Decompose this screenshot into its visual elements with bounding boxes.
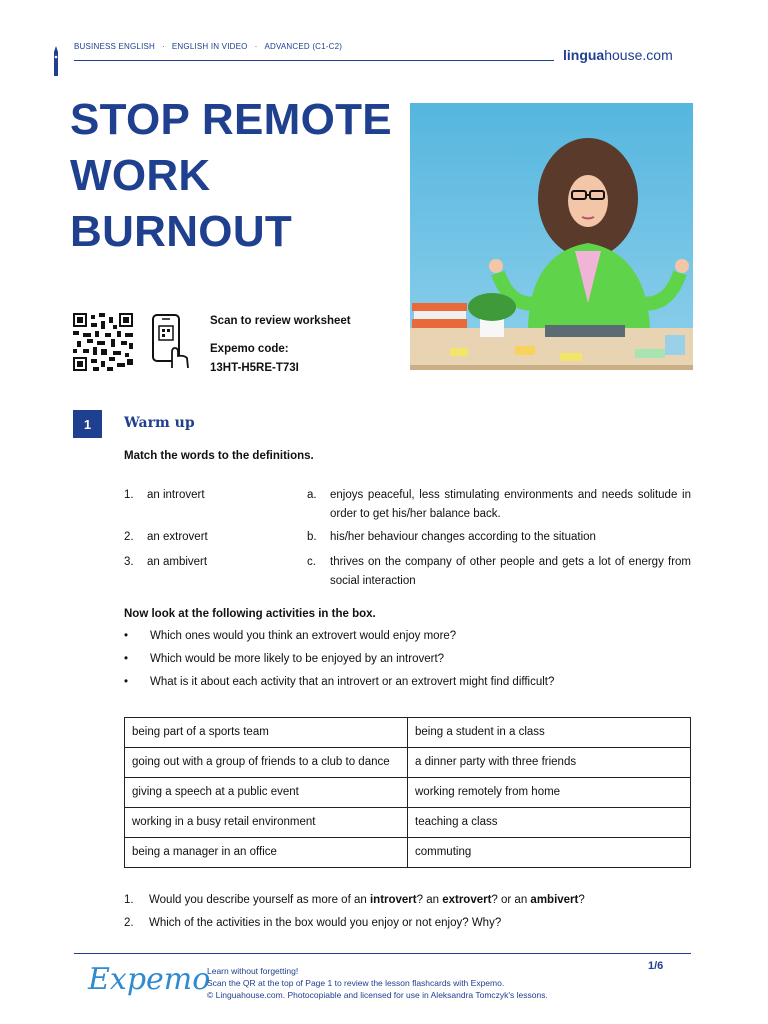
table-cell: being a manager in an office [125, 838, 408, 868]
footer-instruction: Scan the QR at the top of Page 1 to review the lesson flashcards with Expemo. [207, 978, 505, 988]
expemo-code: 13HT-H5RE-T73I [210, 362, 299, 374]
table-cell: giving a speech at a public event [125, 778, 408, 808]
item-letter: b. [307, 531, 317, 543]
list-item [124, 914, 694, 937]
definition-text: thrives on the company of other people and gets a lot of energy from social interaction [330, 556, 691, 587]
footer-text [207, 965, 548, 1001]
definition-item [307, 553, 691, 591]
woman-meditating-photo [410, 103, 693, 370]
table-cell: a dinner party with three friends [408, 748, 691, 778]
breadcrumb [74, 42, 342, 51]
question-text: Which of the activities in the box would you enjoy or not enjoy? Why? [149, 917, 502, 929]
item-number: 1. [124, 489, 134, 501]
breadcrumb-category: ENGLISH IN VIDEO [171, 42, 248, 51]
footer-copyright: © Linguahouse.com. Photocopiable and licensed for use in Aleksandra Tomczyk's lessons. [207, 990, 548, 1000]
title-line: WORK [70, 151, 211, 200]
instruction: Match the words to the definitions. [124, 450, 314, 462]
list-item [124, 673, 694, 696]
footer-divider [74, 953, 691, 954]
definition-text: his/her behaviour changes according to the situation [330, 531, 596, 543]
item-number: 3. [124, 556, 134, 568]
question-text: Would you describe yourself as more of an [149, 894, 370, 906]
table-cell: commuting [408, 838, 691, 868]
breadcrumb-level: ADVANCED (C1-C2) [264, 42, 343, 51]
table-cell: going out with a group of friends to a club to dance [125, 748, 408, 778]
table-cell: working in a busy retail environment [125, 808, 408, 838]
question-text: ? an [416, 894, 443, 906]
bullet-text: What is it about each activity that an introvert or an extrovert might find difficult? [150, 676, 555, 688]
breadcrumb-separator: · [254, 42, 258, 51]
table-row [125, 778, 691, 808]
list-item [124, 891, 694, 914]
breadcrumb-separator: · [162, 42, 165, 51]
section-number: 1 [73, 410, 102, 438]
bullet-icon: • [124, 676, 129, 688]
bullet-text: Which would be more likely to be enjoyed by an introvert? [150, 653, 445, 665]
expemo-logo[interactable]: Expemo [88, 962, 211, 997]
keyword: extrovert [442, 894, 492, 906]
table-row [125, 748, 691, 778]
definition-item [307, 528, 691, 547]
word-text: an extrovert [147, 531, 208, 543]
word-text: an introvert [147, 489, 205, 501]
qr-code-icon[interactable] [73, 313, 133, 371]
expemo-code-label: Expemo code: [210, 343, 289, 355]
scan-info [210, 312, 351, 378]
page-title [70, 92, 400, 260]
list-item [124, 650, 694, 673]
word-item [124, 486, 304, 505]
list-item [124, 627, 694, 650]
table-cell: being a student in a class [408, 718, 691, 748]
definition-item [307, 486, 691, 524]
word-item [124, 528, 304, 547]
logo-part-house: house [604, 47, 643, 63]
bullet-text: Which ones would you think an extrovert would enjoy more? [150, 630, 457, 642]
table-row [125, 718, 691, 748]
question-list [124, 627, 694, 696]
bullet-icon: • [124, 630, 129, 642]
section-title: Warm up [124, 415, 195, 431]
table-row [125, 808, 691, 838]
item-number: 2. [124, 917, 134, 929]
discussion-questions [124, 891, 694, 937]
phone-scan-icon [150, 314, 192, 370]
logo-part-domain: .com [642, 47, 673, 63]
item-letter: a. [307, 489, 317, 501]
big-ben-icon [52, 46, 60, 76]
table-row [125, 838, 691, 868]
table-cell: being part of a sports team [125, 718, 408, 748]
definition-text: enjoys peaceful, less stimulating environments and needs solitude in order to get his/her balance back. [330, 489, 691, 520]
header-divider [74, 60, 554, 61]
keyword: introvert [369, 894, 417, 906]
keyword: ambivert [530, 894, 579, 906]
activities-box [124, 717, 691, 868]
word-item [124, 553, 304, 572]
word-text: an ambivert [147, 556, 208, 568]
footer-tagline: Learn without forgetting! [207, 966, 299, 976]
instruction-2: Now look at the following activities in the box. [124, 608, 376, 620]
item-letter: c. [307, 556, 316, 568]
item-number: 2. [124, 531, 134, 543]
breadcrumb-level: BUSINESS ENGLISH [74, 42, 156, 51]
question-text: ? or an [491, 894, 531, 906]
page-number: 1/6 [648, 960, 664, 972]
title-line: BURNOUT [70, 207, 293, 256]
scan-label: Scan to review worksheet [210, 315, 351, 327]
title-line: STOP REMOTE [70, 95, 392, 144]
item-number: 1. [124, 894, 134, 906]
question-text: ? [578, 894, 585, 906]
bullet-icon: • [124, 653, 129, 665]
logo-part-lingua: lingua [563, 47, 605, 63]
table-cell: working remotely from home [408, 778, 691, 808]
table-cell: teaching a class [408, 808, 691, 838]
linguahouse-logo[interactable] [563, 47, 673, 63]
